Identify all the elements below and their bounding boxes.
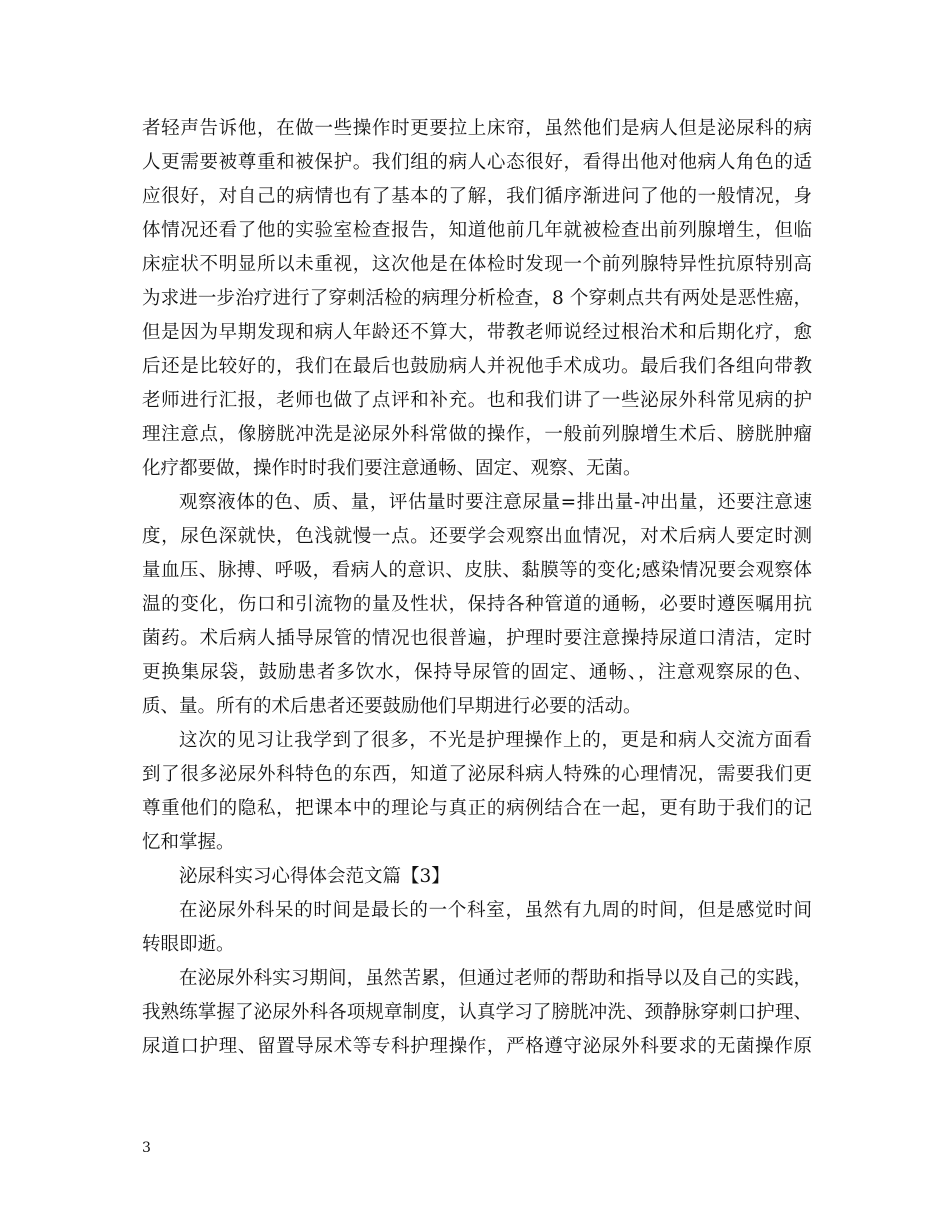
text-line: 人更需要被尊重和被保护。我们组的病人心态很好，看得出他对他病人角色的适 — [142, 152, 812, 173]
text-line: 为求进一步治疗进行了穿刺活检的病理分析检查，8 个穿刺点共有两处是恶性癌， — [142, 288, 812, 309]
paragraph-first-line: 在泌尿外科呆的时间是最长的一个科室，虽然有九周的时间，但是感觉时间 — [179, 900, 812, 921]
text-line: 者轻声告诉他，在做一些操作时更要拉上床帘，虽然他们是病人但是泌尿科的病 — [142, 118, 812, 139]
page-number: 3 — [142, 1140, 151, 1156]
section-heading: 泌尿科实习心得体会范文篇【3】 — [179, 866, 450, 887]
text-line: 尿道口护理、留置导尿术等专科护理操作，严格遵守泌尿外科要求的无菌操作原 — [142, 1036, 812, 1057]
text-line: 我熟练掌握了泌尿外科各项规章制度，认真学习了膀胱冲洗、颈静脉穿刺口护理、 — [142, 1002, 812, 1023]
text-line: 转眼即逝。 — [142, 934, 235, 955]
text-line: 更换集尿袋，鼓励患者多饮水，保持导尿管的固定、通畅、，注意观察尿的色、 — [142, 662, 812, 683]
text-line: 后还是比较好的，我们在最后也鼓励病人并祝他手术成功。最后我们各组向带教 — [142, 356, 812, 377]
text-line: 质、量。所有的术后患者还要鼓励他们早期进行必要的活动。 — [142, 696, 642, 717]
text-line: 老师进行汇报，老师也做了点评和补充。也和我们讲了一些泌尿外科常见病的护 — [142, 390, 812, 411]
text-line: 体情况还看了他的实验室检查报告，知道他前几年就被检查出前列腺增生，但临 — [142, 220, 812, 241]
text-line: 化疗都要做，操作时时我们要注意通畅、固定、观察、无菌。 — [142, 458, 642, 479]
text-line: 度，尿色深就快，色浅就慢一点。还要学会观察出血情况，对术后病人要定时测 — [142, 526, 812, 547]
text-line: 应很好，对自己的病情也有了基本的了解，我们循序渐进问了他的一般情况，身 — [142, 186, 812, 207]
text-line: 尊重他们的隐私，把课本中的理论与真正的病例结合在一起，更有助于我们的记 — [142, 798, 812, 819]
paragraph-first-line: 这次的见习让我学到了很多，不光是护理操作上的，更是和病人交流方面看 — [179, 730, 812, 751]
text-line: 忆和掌握。 — [142, 832, 235, 853]
text-line: 床症状不明显所以未重视，这次他是在体检时发现一个前列腺特异性抗原特别高 — [142, 254, 812, 275]
text-line: 菌药。术后病人插导尿管的情况也很普遍，护理时要注意操持尿道口清洁，定时 — [142, 628, 812, 649]
text-line: 到了很多泌尿外科特色的东西，知道了泌尿科病人特殊的心理情况，需要我们更 — [142, 764, 812, 785]
text-line: 量血压、脉搏、呼吸，看病人的意识、皮肤、黏膜等的变化;感染情况要会观察体 — [142, 560, 812, 581]
text-line: 温的变化，伤口和引流物的量及性状，保持各种管道的通畅，必要时遵医嘱用抗 — [142, 594, 812, 615]
paragraph-first-line: 观察液体的色、质、量，评估量时要注意尿量=排出量-冲出量，还要注意速 — [179, 492, 812, 513]
text-line: 但是因为早期发现和病人年龄还不算大，带教老师说经过根治术和后期化疗，愈 — [142, 322, 812, 343]
document-body — [142, 112, 812, 1064]
text-line: 理注意点，像膀胱冲洗是泌尿外科常做的操作，一般前列腺增生术后、膀胱肿瘤 — [142, 424, 812, 445]
paragraph-first-line: 在泌尿外科实习期间，虽然苦累，但通过老师的帮助和指导以及自己的实践， — [179, 968, 812, 989]
